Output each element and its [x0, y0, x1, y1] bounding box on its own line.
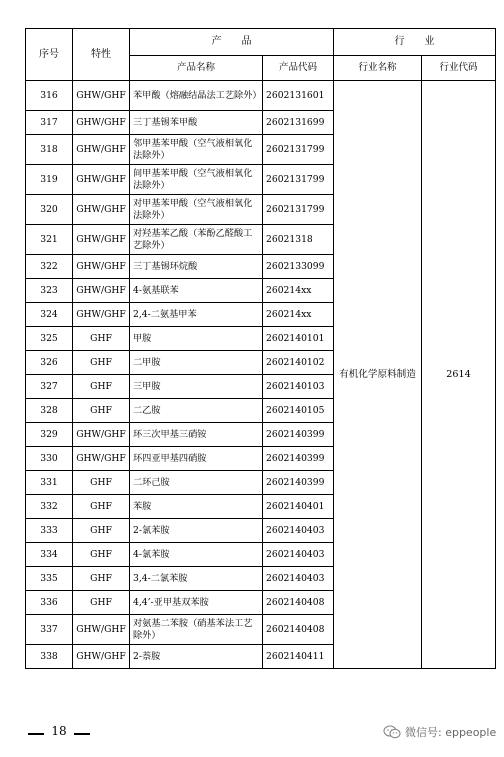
product-name: 3,4-二氯苯胺 [130, 567, 263, 591]
product-code: 2602140403 [263, 543, 334, 567]
header-industry: 行 业 [334, 29, 496, 56]
row-attribute: GHW/GHF [73, 195, 130, 225]
wechat-icon [383, 725, 401, 739]
product-name: 对甲基苯甲酸（空气液相氧化法除外） [130, 195, 263, 225]
header-seq: 序号 [26, 29, 73, 81]
row-attribute: GHW/GHF [73, 615, 130, 645]
row-attribute: GHW/GHF [73, 165, 130, 195]
table-row [26, 81, 496, 111]
product-code: 2602140403 [263, 567, 334, 591]
row-attribute: GHW/GHF [73, 279, 130, 303]
row-attribute: GHF [73, 591, 130, 615]
row-attribute: GHW/GHF [73, 225, 130, 255]
row-number: 338 [26, 645, 73, 669]
product-name: 2,4-二氨基甲苯 [130, 303, 263, 327]
row-number: 320 [26, 195, 73, 225]
wechat-watermark-text: 微信号: eppeople [405, 726, 497, 739]
product-code: 2602140399 [263, 447, 334, 471]
row-number: 333 [26, 519, 73, 543]
product-name: 间甲基苯甲酸（空气液相氧化法除外） [130, 165, 263, 195]
row-attribute: GHF [73, 519, 130, 543]
row-attribute: GHW/GHF [73, 135, 130, 165]
product-code: 2602140403 [263, 519, 334, 543]
product-name: 对羟基苯乙酸（苯酚乙醛酸工艺除外） [130, 225, 263, 255]
row-attribute: GHF [73, 327, 130, 351]
product-name: 二甲胺 [130, 351, 263, 375]
product-name: 环三次甲基三硝铵 [130, 423, 263, 447]
row-number: 328 [26, 399, 73, 423]
table-body [26, 81, 496, 669]
product-name: 4-氯苯胺 [130, 543, 263, 567]
product-code: 2602140399 [263, 423, 334, 447]
product-name: 苯甲酸（熔融结晶法工艺除外） [130, 81, 263, 111]
product-code: 2602140101 [263, 327, 334, 351]
product-code: 260214xx [263, 303, 334, 327]
product-code: 2602131799 [263, 195, 334, 225]
row-number: 337 [26, 615, 73, 645]
row-attribute: GHW/GHF [73, 645, 130, 669]
row-attribute: GHF [73, 543, 130, 567]
product-name: 甲胺 [130, 327, 263, 351]
product-code: 2602140411 [263, 645, 334, 669]
row-number: 325 [26, 327, 73, 351]
product-name: 二乙胺 [130, 399, 263, 423]
product-code: 26021318 [263, 225, 334, 255]
row-number: 336 [26, 591, 73, 615]
footer-dash-left [28, 733, 44, 735]
product-name: 二环己胺 [130, 471, 263, 495]
header-attr: 特性 [73, 29, 130, 81]
product-code: 2602140408 [263, 615, 334, 645]
row-attribute: GHF [73, 495, 130, 519]
row-number: 331 [26, 471, 73, 495]
header-product: 产 品 [130, 29, 334, 56]
row-number: 316 [26, 81, 73, 111]
row-number: 321 [26, 225, 73, 255]
product-code: 2602131601 [263, 81, 334, 111]
product-name: 2-萘胺 [130, 645, 263, 669]
row-number: 329 [26, 423, 73, 447]
row-attribute: GHW/GHF [73, 111, 130, 135]
header-product-name: 产品名称 [130, 56, 263, 81]
industry-code: 2614 [422, 81, 496, 669]
row-number: 332 [26, 495, 73, 519]
product-name: 三丁基锡环烷酸 [130, 255, 263, 279]
product-code: 2602140103 [263, 375, 334, 399]
header-product-code: 产品代码 [263, 56, 334, 81]
page-number: 18 [51, 724, 67, 738]
product-code: 260214xx [263, 279, 334, 303]
product-code: 2602131699 [263, 111, 334, 135]
product-code: 2602131799 [263, 135, 334, 165]
row-attribute: GHF [73, 351, 130, 375]
row-attribute: GHW/GHF [73, 81, 130, 111]
product-name: 4-氨基联苯 [130, 279, 263, 303]
product-name: 2-氯苯胺 [130, 519, 263, 543]
product-name: 4,4’-亚甲基双苯胺 [130, 591, 263, 615]
row-number: 324 [26, 303, 73, 327]
product-code: 2602140399 [263, 471, 334, 495]
row-attribute: GHF [73, 399, 130, 423]
row-number: 330 [26, 447, 73, 471]
row-attribute: GHF [73, 375, 130, 399]
row-number: 335 [26, 567, 73, 591]
industry-name: 有机化学原料制造 [334, 81, 422, 669]
row-number: 317 [26, 111, 73, 135]
row-attribute: GHW/GHF [73, 423, 130, 447]
product-name: 苯胺 [130, 495, 263, 519]
wechat-watermark [383, 724, 496, 740]
product-code: 2602131799 [263, 165, 334, 195]
row-number: 318 [26, 135, 73, 165]
row-attribute: GHW/GHF [73, 447, 130, 471]
row-number: 319 [26, 165, 73, 195]
row-number: 322 [26, 255, 73, 279]
product-code: 2602140102 [263, 351, 334, 375]
row-number: 323 [26, 279, 73, 303]
header-industry-code: 行业代码 [422, 56, 496, 81]
product-catalog-table [25, 28, 496, 669]
row-attribute: GHW/GHF [73, 303, 130, 327]
product-name: 三丁基锡苯甲酸 [130, 111, 263, 135]
product-name: 对氨基二苯胺（硝基苯法工艺除外） [130, 615, 263, 645]
row-number: 334 [26, 543, 73, 567]
row-attribute: GHW/GHF [73, 255, 130, 279]
product-name: 三甲胺 [130, 375, 263, 399]
row-number: 327 [26, 375, 73, 399]
row-attribute: GHF [73, 567, 130, 591]
header-row-top [26, 29, 496, 56]
product-code: 2602133099 [263, 255, 334, 279]
footer-dash-right [74, 733, 90, 735]
product-code: 2602140401 [263, 495, 334, 519]
header-industry-name: 行业名称 [334, 56, 422, 81]
row-attribute: GHF [73, 471, 130, 495]
product-code: 2602140408 [263, 591, 334, 615]
product-name: 邻甲基苯甲酸（空气液相氧化法除外） [130, 135, 263, 165]
product-code: 2602140105 [263, 399, 334, 423]
product-name: 环四亚甲基四硝胺 [130, 447, 263, 471]
row-number: 326 [26, 351, 73, 375]
